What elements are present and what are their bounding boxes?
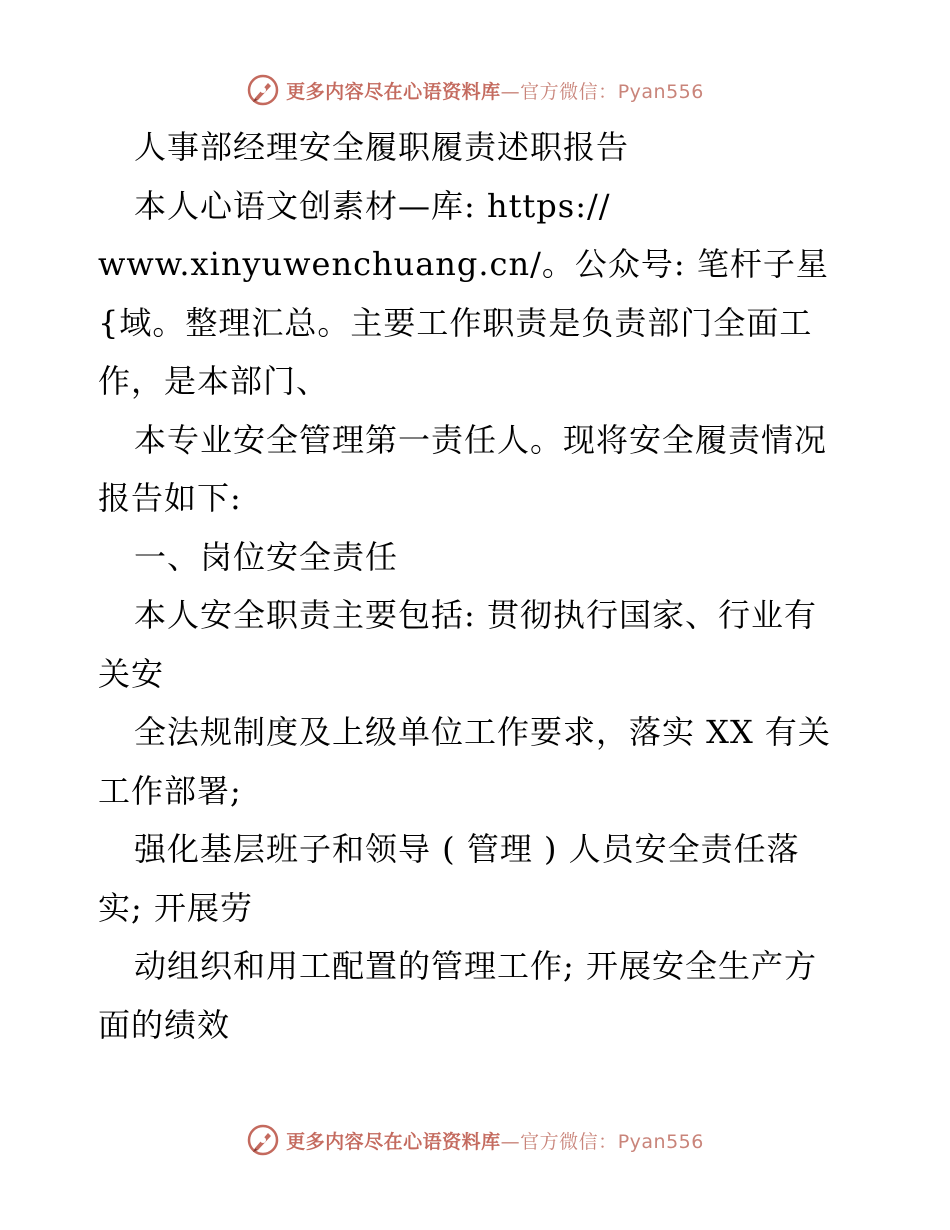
footer-banner [0, 1120, 950, 1160]
document-body [98, 118, 858, 1054]
text-line: www.xinyuwenchuang.cn/。公众号: 笔杆子星 [98, 245, 829, 283]
text-line: 关安 [98, 654, 165, 693]
text-line: 本人安全职责主要包括: 贯彻执行国家、行业有 [134, 596, 817, 634]
section-heading: 一、岗位安全责任 [134, 537, 399, 576]
text-line: 强化基层班子和领导 ( 管理 ) 人员安全责任落 [134, 830, 800, 868]
banner-text: 更多内容尽在心语资料库—官方微信：Pyan556 [286, 1130, 704, 1153]
text-line: 工作部署; [98, 771, 242, 810]
text-line: 本专业安全管理第一责任人。现将安全履责情况 [134, 420, 828, 459]
text-line: 实; 开展劳 [98, 888, 253, 927]
text-line: 全法规制度及上级单位工作要求，落实 XX 有关 [134, 713, 831, 751]
banner-content [246, 1123, 704, 1157]
header-banner [0, 70, 950, 110]
text-line: {域。整理汇总。主要工作职责是负责部门全面工 [98, 303, 813, 342]
pen-logo-icon [246, 73, 280, 107]
text-line: 动组织和用工配置的管理工作; 开展安全生产方 [134, 947, 817, 985]
text-line: 作，是本部门、 [98, 362, 330, 400]
text-line: 报告如下: [98, 479, 242, 517]
document-title: 人事部经理安全履职履责述职报告 [134, 128, 630, 166]
text-line: 面的绩效 [98, 1005, 231, 1044]
banner-content [246, 73, 704, 107]
text-line: 本人心语文创素材—库: https:// [134, 186, 611, 225]
pen-logo-icon [246, 1123, 280, 1157]
banner-text: 更多内容尽在心语资料库—官方微信：Pyan556 [286, 80, 704, 103]
